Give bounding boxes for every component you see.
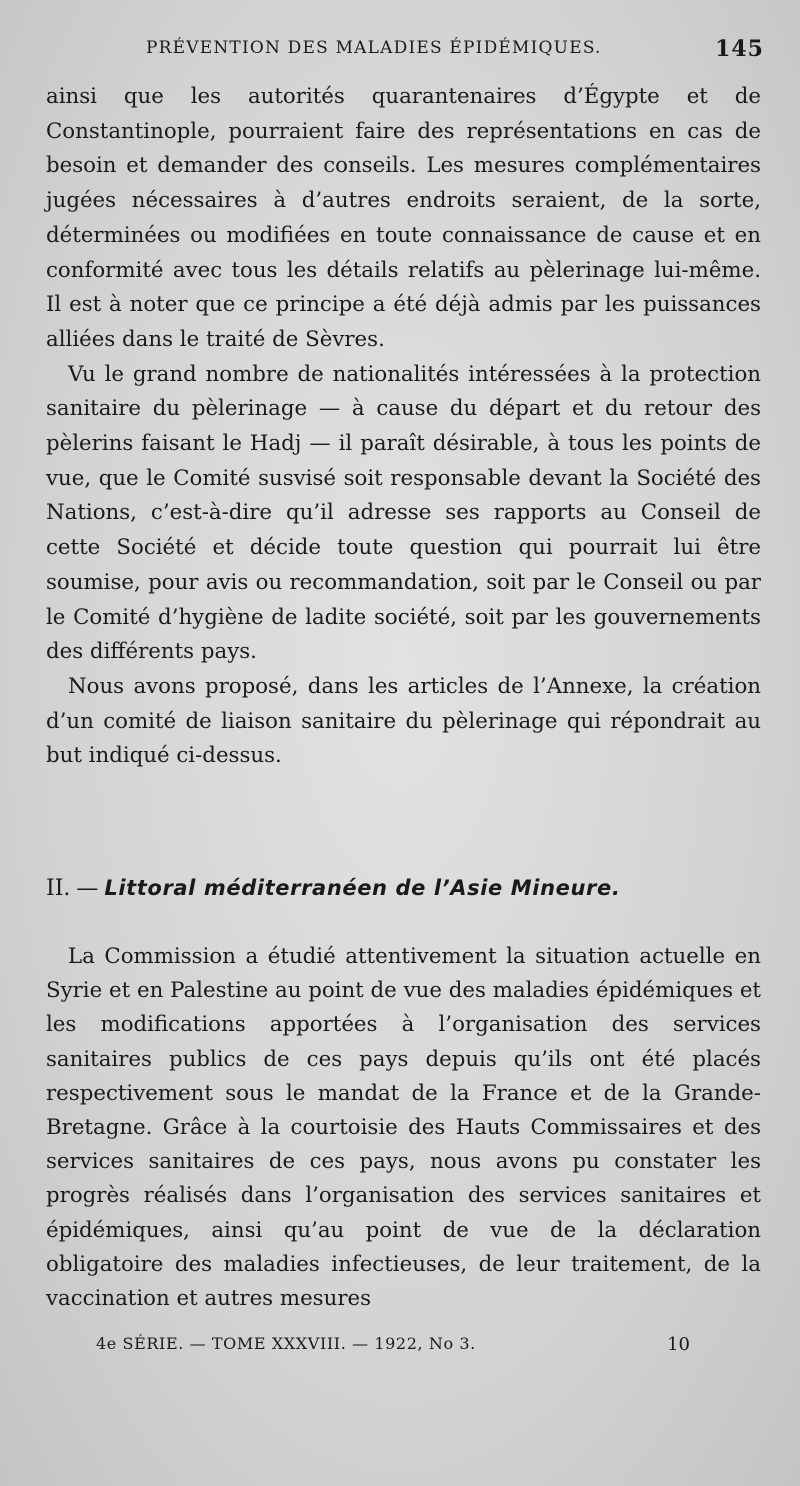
section-heading	[46, 876, 761, 901]
section-dash: —	[76, 876, 99, 901]
paragraph-commission: La Commission a étudié attentivement la situation actuelle en Syrie et en Palestine au point de vue des maladies épidémiques et les modifications apportées à l’organisation des services sanitaires publics de ces pays depuis qu’ils ont été placés respectivement sous le mandat de la France et de la Grande-Bretagne. Grâce à la courtoisie des Hauts Commissaires et des services sanitaires de ces pays, nous avons pu constater les progrès réalisés dans l’organisation des services sanitaires et épidémiques, ainsi qu’au point de vue de la déclaration obligatoire des maladies infectieuses, de leur traitement, de la vaccination et autres mesures	[46, 944, 761, 1312]
section-number: II.	[46, 876, 71, 901]
section-title: Littoral méditerranéen de l’Asie Mineure.	[104, 876, 621, 900]
page-footer	[96, 1334, 690, 1364]
paragraph-annexe: Nous avons proposé, dans les articles de l’Annexe, la création d’un comité de liaison sanitaire du pèlerinage qui répondrait au but indiqué ci-dessus.	[46, 673, 761, 769]
paragraph-hadj: Vu le grand nombre de nationalités intéressées à la protection sanitaire du pèlerinage — à cause du départ et du retour des pèlerins faisant le Hadj — il paraît désirable, à tous les points de vue, que le Comité susvisé soit responsable devant la Société des Nations, c’est-à-dire qu’il adresse ses rapports au Conseil de cette Société et décide toute question qui pourrait lui être soumise, pour avis ou recommandation, soit par le Conseil ou par le Comité d’hygiène de ladite société, soit par les gouvernements des différents pays.	[46, 361, 761, 665]
paragraph-continuation: ainsi que les autorités quarantenaires d’Égypte et de Constantinople, pourraient faire des représentations en cas de besoin et demander des conseils. Les mesures complémentaires jugées nécessaires à d’autres endroits seraient, de la sorte, déterminées ou modifiées en toute connaissance de cause et en conformité avec tous les détails relatifs au pèlerinage lui-même. Il est à noter que ce principe a été déjà admis par les puissances alliées dans le traité de Sèvres.	[46, 84, 761, 352]
series-line: 4e SÉRIE. — TOME XXXVIII. — 1922, No 3.	[96, 1334, 476, 1353]
running-title: PRÉVENTION DES MALADIES ÉPIDÉMIQUES.	[146, 38, 602, 58]
signature-number: 10	[667, 1334, 690, 1355]
section-body	[46, 940, 761, 1316]
body-text	[46, 80, 761, 774]
running-head	[46, 36, 764, 70]
page-number: 145	[715, 36, 764, 62]
